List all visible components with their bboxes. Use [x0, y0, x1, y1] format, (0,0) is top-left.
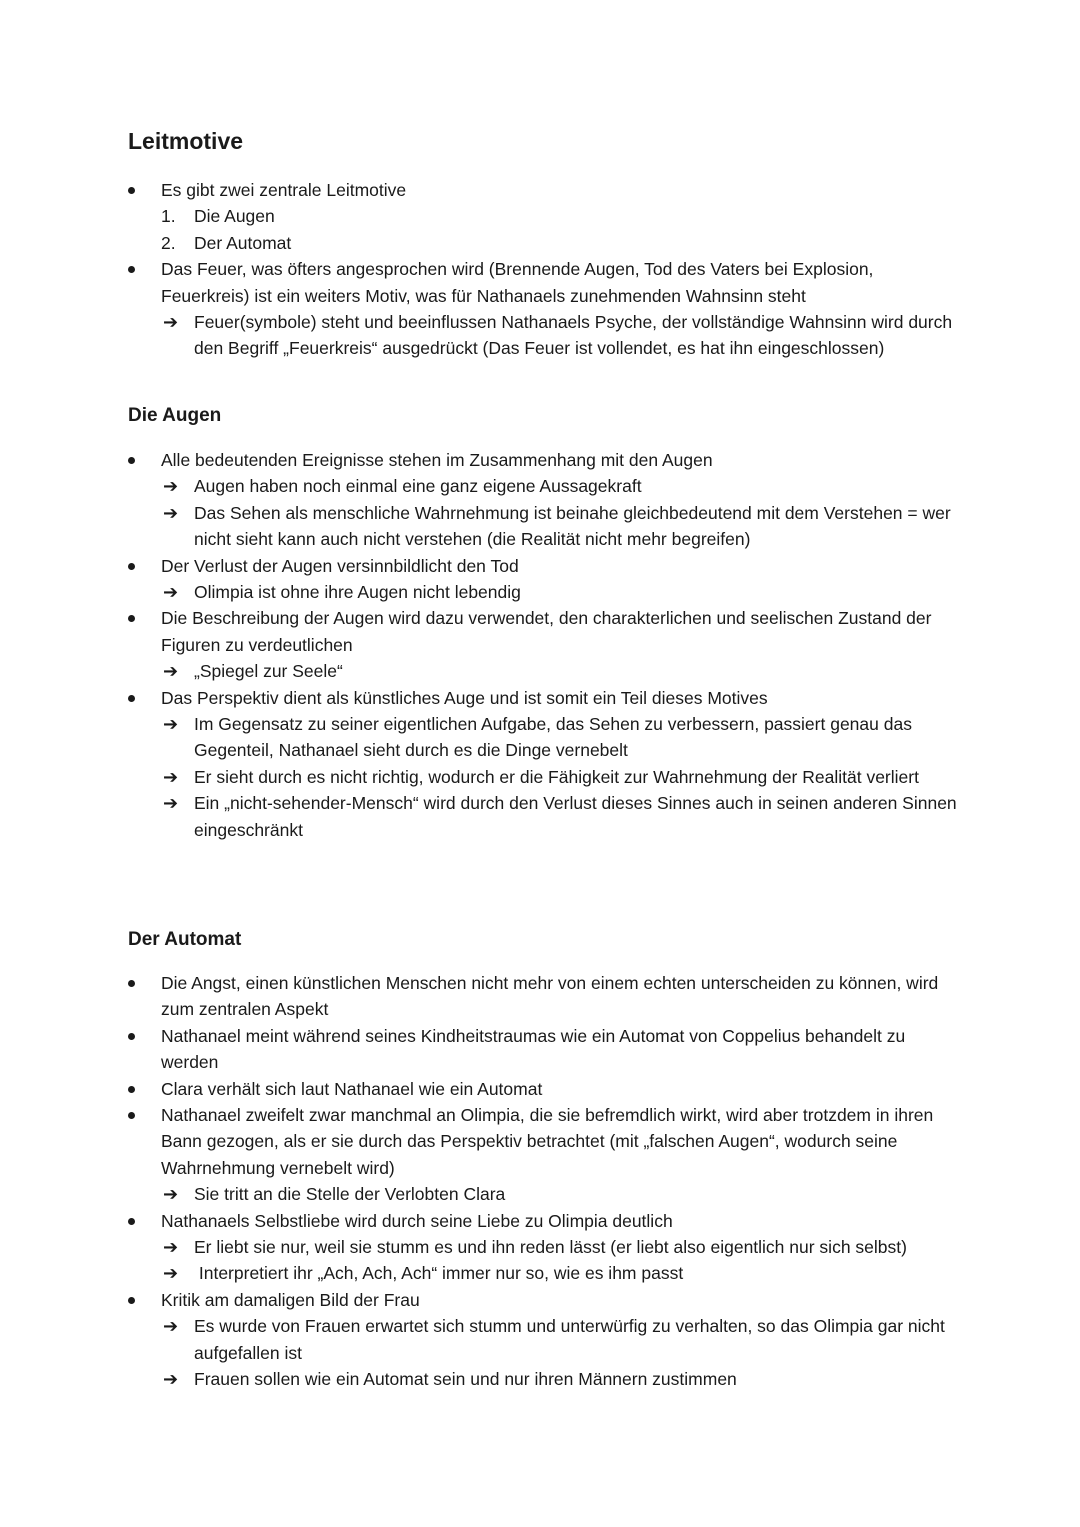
- arrow-item: ➔ Feuer(symbole) steht und beeinflussen Nathanaels Psyche, der vollständige Wahnsinn wird durch den Begriff „Feuerkreis“ ausgedrückt (Das Feuer ist vollendet, es hat ihn eingeschlossen): [128, 309, 958, 362]
- heading-der-automat: Der Automat: [128, 929, 242, 950]
- arrow-item: ➔ Es wurde von Frauen erwartet sich stumm und unterwürfig zu verhalten, so das Olimpia gar nicht aufgefallen ist: [128, 1313, 958, 1366]
- arrow-icon: ➔: [163, 582, 179, 603]
- arrow-item: ➔ Augen haben noch einmal eine ganz eigene Aussagekraft: [128, 473, 958, 499]
- bullet-item: Das Feuer, was öfters angesprochen wird (Brennende Augen, Tod des Vaters bei Explosion, Feuerkreis) ist ein weiters Motiv, was für Nathanaels zunehmenden Wahnsinn steht: [128, 256, 958, 309]
- bullet-item: Kritik am damaligen Bild der Frau: [128, 1287, 958, 1313]
- bullet-item: Es gibt zwei zentrale Leitmotive: [128, 177, 958, 203]
- arrow-icon: ➔: [163, 502, 179, 523]
- arrow-item: ➔ Frauen sollen wie ein Automat sein und nur ihren Männern zustimmen: [128, 1366, 958, 1392]
- bullet-item: Der Verlust der Augen versinnbildlicht den Tod: [128, 553, 958, 579]
- arrow-icon: ➔: [163, 1369, 179, 1390]
- arrow-icon: ➔: [163, 1263, 179, 1284]
- arrow-item: ➔ Interpretiert ihr „Ach, Ach, Ach“ immer nur so, wie es ihm passt: [128, 1260, 958, 1286]
- arrow-icon: ➔: [163, 312, 179, 333]
- arrow-item: ➔ Er sieht durch es nicht richtig, wodurch er die Fähigkeit zur Wahrnehmung der Realität verliert: [128, 764, 958, 790]
- arrow-icon: ➔: [163, 714, 179, 735]
- arrow-item: ➔ Im Gegensatz zu seiner eigentlichen Aufgabe, das Sehen zu verbessern, passiert genau das Gegenteil, Nathanael sieht durch es die Dinge vernebelt: [128, 711, 958, 764]
- bullet-item: Nathanael zweifelt zwar manchmal an Olimpia, die sie befremdlich wirkt, wird aber trotzdem in ihren Bann gezogen, als er sie durch das Perspektiv betrachtet (mit „falschen Augen“, wodurch seine Wahrnehmung vernebelt wird): [128, 1102, 958, 1181]
- heading-leitmotive: Leitmotive: [128, 128, 244, 154]
- arrow-icon: ➔: [163, 766, 179, 787]
- section-leitmotive: [128, 177, 958, 362]
- section-die-augen: [128, 447, 958, 843]
- arrow-icon: ➔: [163, 476, 179, 497]
- arrow-item: ➔ Sie tritt an die Stelle der Verlobten Clara: [128, 1181, 958, 1207]
- heading-die-augen: Die Augen: [128, 405, 222, 426]
- arrow-item: ➔ Olimpia ist ohne ihre Augen nicht lebendig: [128, 579, 958, 605]
- arrow-item: ➔ Er liebt sie nur, weil sie stumm es und ihn reden lässt (er liebt also eigentlich nur sich selbst): [128, 1234, 958, 1260]
- bullet-item: Nathanaels Selbstliebe wird durch seine Liebe zu Olimpia deutlich: [128, 1208, 958, 1234]
- arrow-item: ➔ Ein „nicht-sehender-Mensch“ wird durch den Verlust dieses Sinnes auch in seinen anderen Sinnen eingeschränkt: [128, 790, 958, 843]
- arrow-item: ➔ „Spiegel zur Seele“: [128, 658, 958, 684]
- arrow-icon: ➔: [163, 793, 179, 814]
- bullet-item: Nathanael meint während seines Kindheitstraumas wie ein Automat von Coppelius behandelt zu werden: [128, 1023, 958, 1076]
- numbered-item: 2. Der Automat: [161, 232, 292, 253]
- arrow-icon: ➔: [163, 1184, 179, 1205]
- numbered-item: 1. Die Augen: [161, 206, 275, 227]
- section-der-automat: [128, 970, 958, 1393]
- bullet-item: Alle bedeutenden Ereignisse stehen im Zusammenhang mit den Augen: [128, 447, 958, 473]
- arrow-icon: ➔: [163, 1316, 179, 1337]
- arrow-item: ➔ Das Sehen als menschliche Wahrnehmung ist beinahe gleichbedeutend mit dem Verstehen = wer nicht sieht kann auch nicht verstehen (die Realität nicht mehr begreifen): [128, 500, 958, 553]
- bullet-item: Die Beschreibung der Augen wird dazu verwendet, den charakterlichen und seelischen Zustand der Figuren zu verdeutlichen: [128, 605, 958, 658]
- bullet-item: Die Angst, einen künstlichen Menschen nicht mehr von einem echten unterscheiden zu können, wird zum zentralen Aspekt: [128, 970, 958, 1023]
- arrow-icon: ➔: [163, 1237, 179, 1258]
- bullet-item: Clara verhält sich laut Nathanael wie ein Automat: [128, 1076, 958, 1102]
- arrow-icon: ➔: [163, 661, 179, 682]
- bullet-item: Das Perspektiv dient als künstliches Auge und ist somit ein Teil dieses Motives: [128, 685, 958, 711]
